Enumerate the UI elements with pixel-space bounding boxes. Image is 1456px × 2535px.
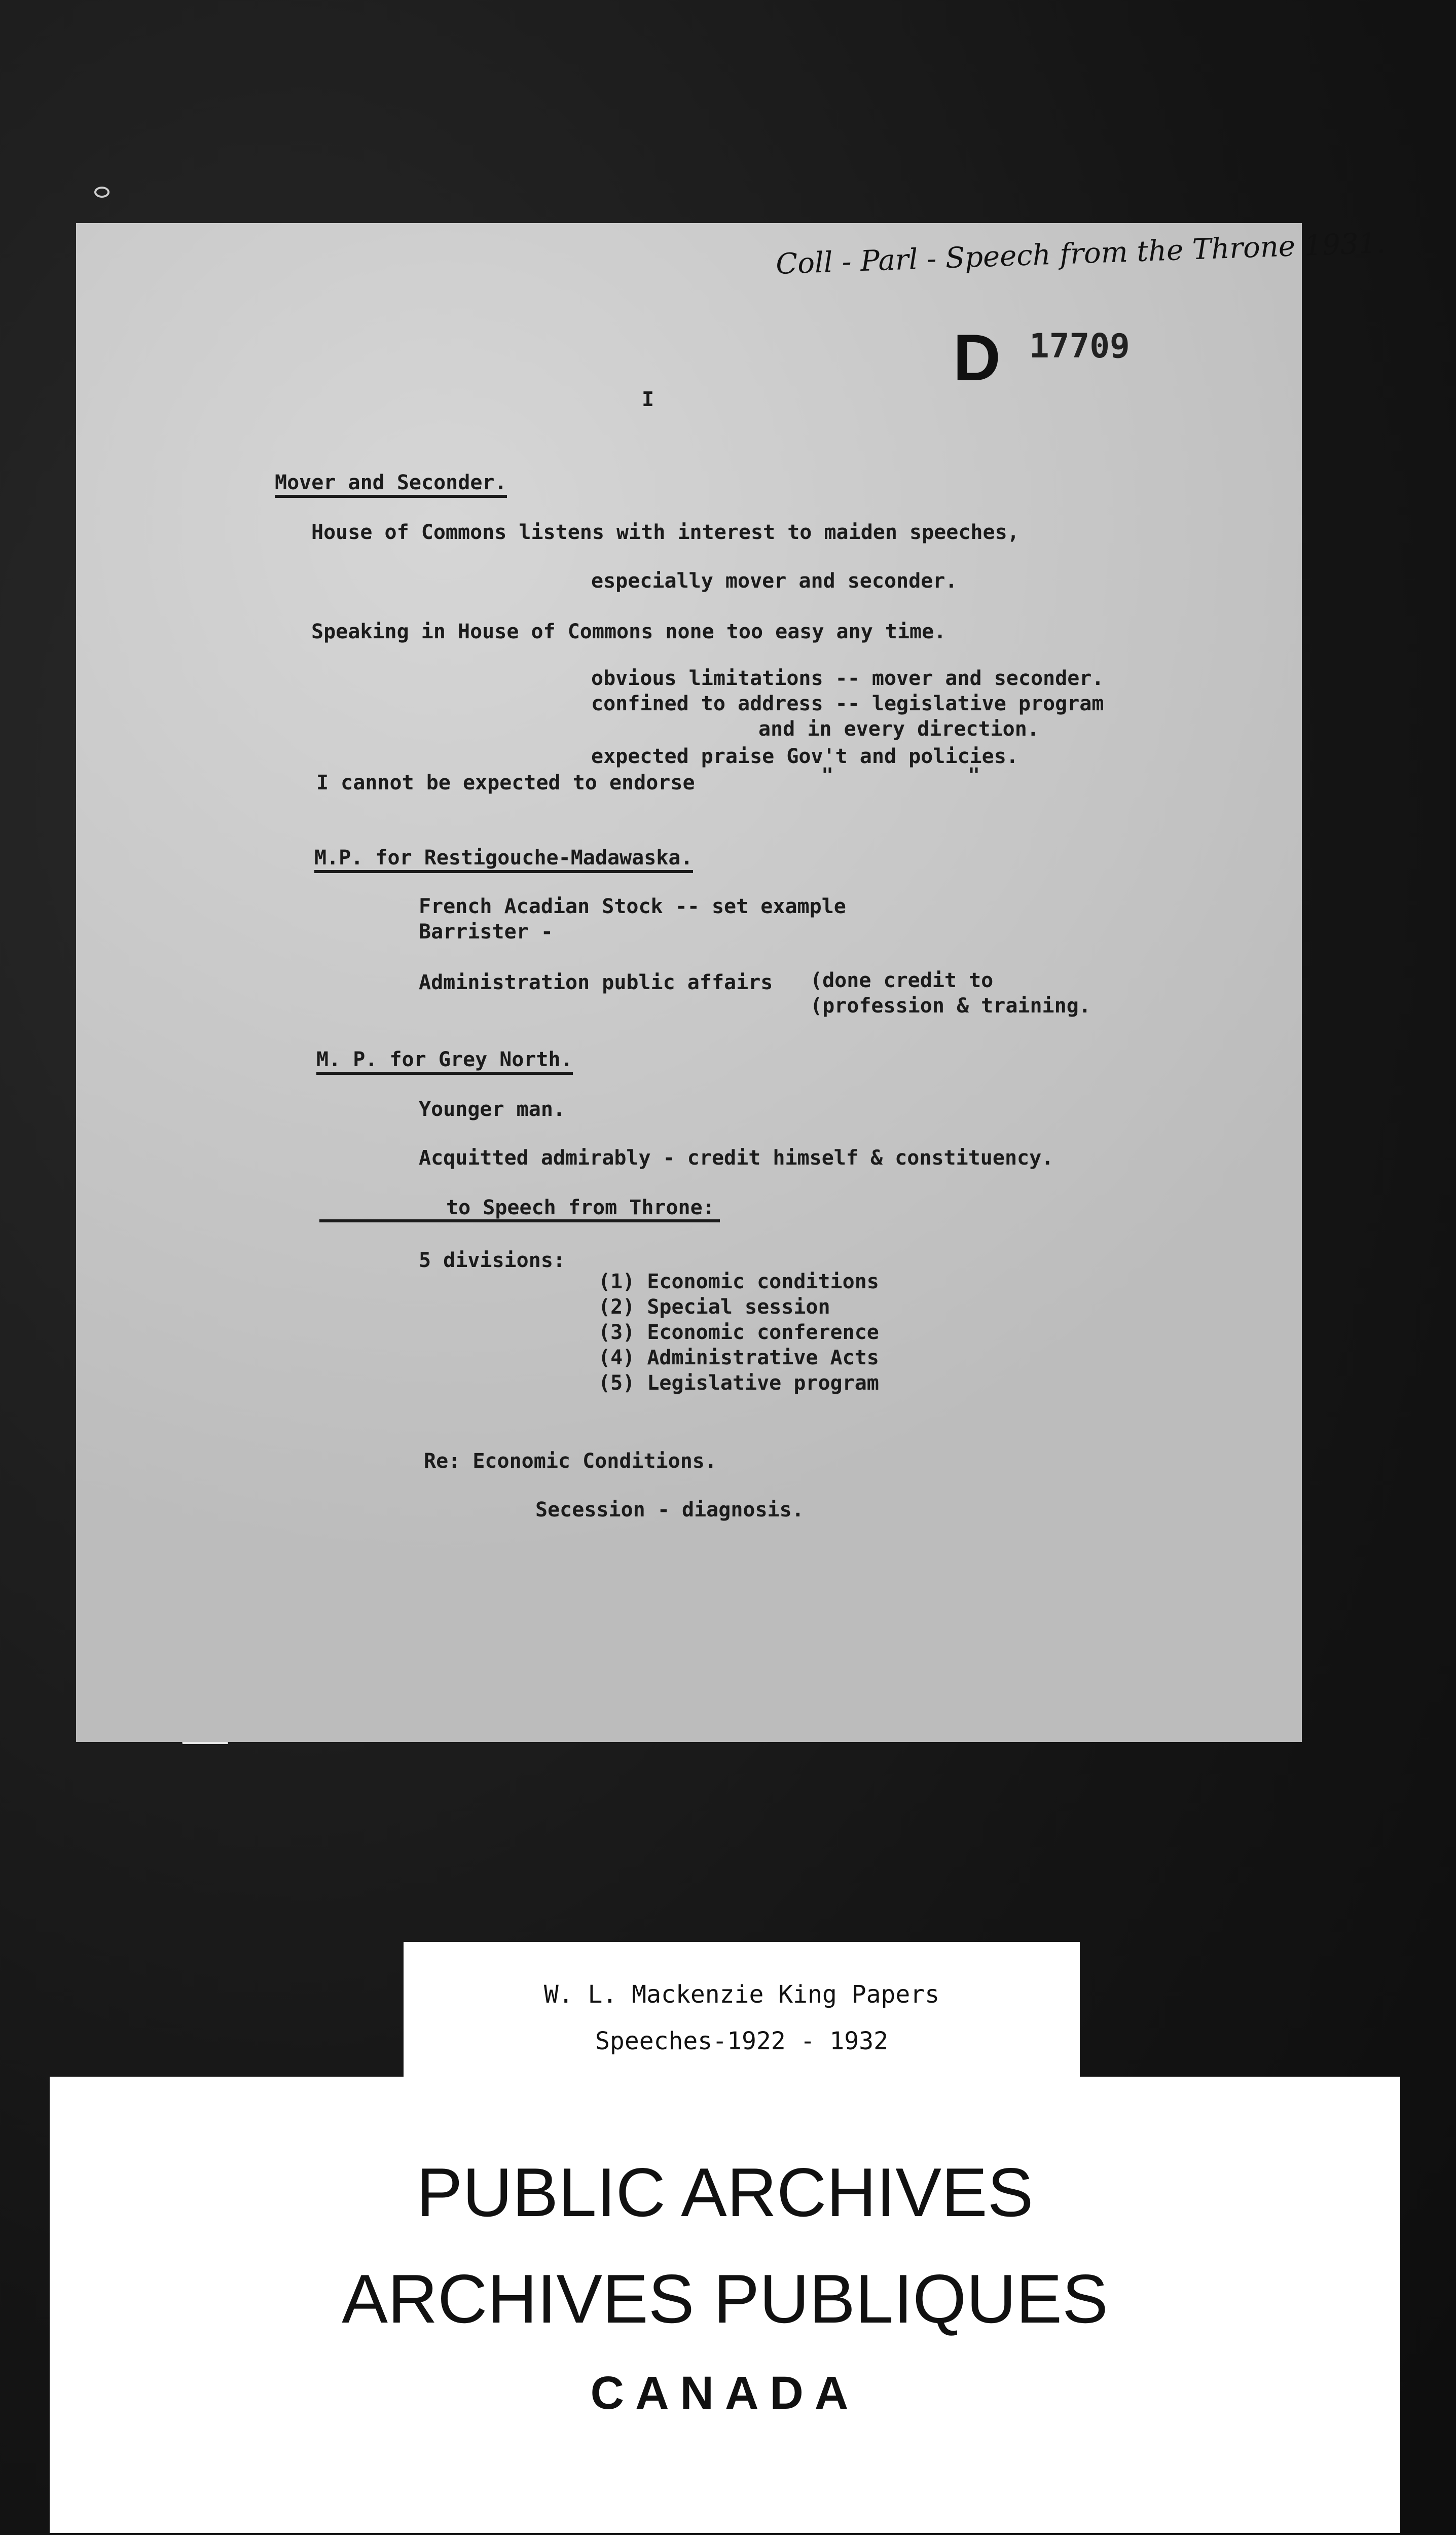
collection-name: W. L. Mackenzie King Papers (543, 1980, 940, 2009)
division-item: (2) Special session (598, 1295, 830, 1319)
text-line: French Acadian Stock -- set example (419, 895, 846, 918)
section-heading: M.P. for Restigouche-Madawaska. (314, 848, 693, 873)
text-line: confined to address -- legislative program (591, 692, 1104, 715)
division-item: (1) Economic conditions (598, 1270, 879, 1293)
page-number: I (642, 388, 654, 411)
text-line: 5 divisions: (419, 1249, 565, 1272)
collection-series: Speeches-1922 - 1932 (595, 2027, 888, 2055)
section-heading: M. P. for Grey North. (316, 1049, 573, 1075)
text-line: especially mover and seconder. (591, 569, 958, 593)
blank-underline (319, 1219, 720, 1222)
text-line: Administration public affairs (419, 971, 773, 994)
division-item: (4) Administrative Acts (598, 1346, 879, 1369)
archives-title-en: PUBLIC ARCHIVES (416, 2154, 1034, 2231)
text-line: (done credit to (810, 969, 994, 992)
handwritten-note: Coll - Parl - Speech from the Throne 1931. (775, 227, 1387, 281)
stamp-letter: D (953, 320, 1001, 394)
text-line: I cannot be expected to endorse (316, 771, 695, 794)
text-line: Secession - diagnosis. (535, 1498, 804, 1522)
archives-country: CANADA (590, 2367, 860, 2419)
text-line: Barrister - (419, 920, 553, 944)
text-line: Acquitted admirably - credit himself & constituency. (419, 1146, 1054, 1170)
text-line: House of Commons listens with interest to maiden speeches, (311, 521, 1020, 544)
text-line: Speaking in House of Commons none too easy any time. (311, 620, 947, 643)
section-heading: to Speech from Throne: (446, 1196, 715, 1219)
text-line: expected praise Gov't and policies. (591, 745, 1018, 768)
text-line: (profession & training. (810, 994, 1091, 1018)
stamp-number: 17709 (1029, 327, 1130, 366)
text-line: and in every direction. (758, 717, 1039, 741)
text-line: Re: Economic Conditions. (424, 1450, 717, 1473)
archives-title-fr: ARCHIVES PUBLIQUES (342, 2260, 1108, 2337)
text-line: obvious limitations -- mover and seconder. (591, 667, 1104, 690)
ditto-marks: " " (821, 764, 980, 787)
corner-mark (94, 187, 110, 198)
text-line: Younger man. (419, 1098, 565, 1121)
section-heading: Mover and Seconder. (275, 473, 507, 498)
division-item: (5) Legislative program (598, 1371, 879, 1395)
collection-label (404, 1942, 1080, 2094)
division-item: (3) Economic conference (598, 1321, 879, 1344)
archives-label (50, 2077, 1400, 2533)
